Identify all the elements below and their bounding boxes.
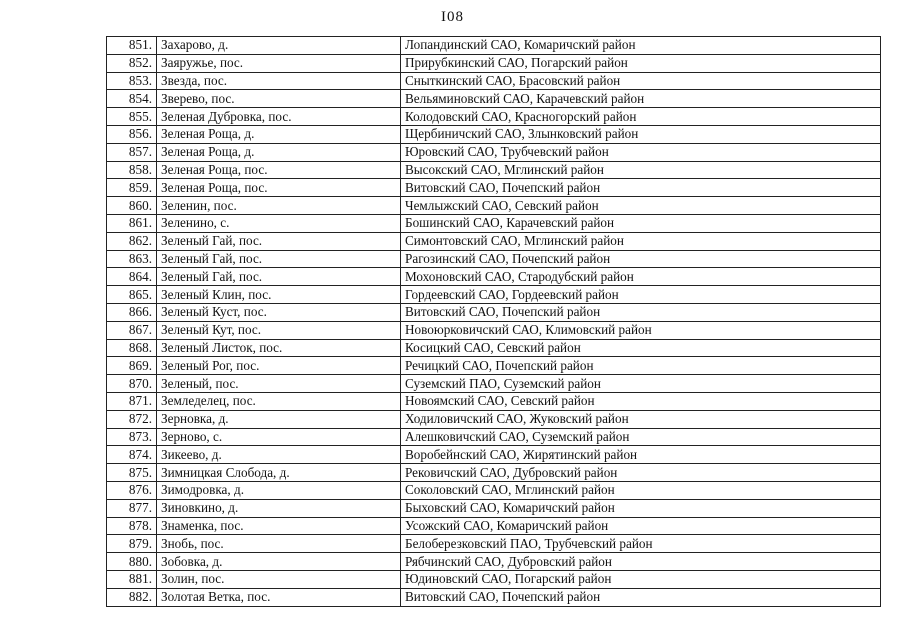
district-name: Высокский САО, Мглинский район [401, 161, 881, 179]
district-name: Новоюрковичский САО, Климовский район [401, 321, 881, 339]
row-number: 855. [107, 108, 157, 126]
settlement-name: Зеленый Клин, пос. [157, 286, 401, 304]
row-number: 879. [107, 535, 157, 553]
row-number: 854. [107, 90, 157, 108]
settlement-name: Золотая Ветка, пос. [157, 588, 401, 606]
row-number: 857. [107, 143, 157, 161]
settlement-name: Зеленая Роща, д. [157, 125, 401, 143]
table-row [107, 303, 881, 321]
row-number: 875. [107, 464, 157, 482]
district-name: Косицкий САО, Севский район [401, 339, 881, 357]
row-number: 863. [107, 250, 157, 268]
row-number: 853. [107, 72, 157, 90]
district-name: Витовский САО, Почепский район [401, 588, 881, 606]
district-name: Рябчинский САО, Дубровский район [401, 553, 881, 571]
settlements-table [106, 36, 881, 607]
table-row [107, 197, 881, 215]
table-row [107, 214, 881, 232]
district-name: Бошинский САО, Карачевский район [401, 214, 881, 232]
settlement-name: Зимницкая Слобода, д. [157, 464, 401, 482]
district-name: Алешковичский САО, Суземский район [401, 428, 881, 446]
table-row [107, 90, 881, 108]
settlement-name: Зимодровка, д. [157, 481, 401, 499]
settlement-name: Золин, пос. [157, 570, 401, 588]
page-number: I08 [441, 9, 464, 25]
settlement-name: Захарово, д. [157, 37, 401, 55]
table-row [107, 553, 881, 571]
settlement-name: Зеленый Гай, пос. [157, 250, 401, 268]
row-number: 881. [107, 570, 157, 588]
table-row [107, 108, 881, 126]
settlement-name: Зеленый Гай, пос. [157, 268, 401, 286]
district-name: Воробейнский САО, Жирятинский район [401, 446, 881, 464]
district-name: Соколовский САО, Мглинский район [401, 481, 881, 499]
district-name: Гордеевский САО, Гордеевский район [401, 286, 881, 304]
row-number: 873. [107, 428, 157, 446]
district-name: Витовский САО, Почепский район [401, 179, 881, 197]
settlement-name: Зобовка, д. [157, 553, 401, 571]
table-row [107, 125, 881, 143]
table-row [107, 286, 881, 304]
settlement-name: Зерново, с. [157, 428, 401, 446]
row-number: 867. [107, 321, 157, 339]
district-name: Суземский ПАО, Суземский район [401, 375, 881, 393]
district-name: Вельяминовский САО, Карачевский район [401, 90, 881, 108]
district-name: Новоямский САО, Севский район [401, 392, 881, 410]
district-name: Лопандинский САО, Комаричский район [401, 37, 881, 55]
table-row [107, 54, 881, 72]
district-name: Колодовский САО, Красногорский район [401, 108, 881, 126]
table-row [107, 570, 881, 588]
row-number: 868. [107, 339, 157, 357]
row-number: 860. [107, 197, 157, 215]
table-row [107, 464, 881, 482]
table-row [107, 588, 881, 606]
table-row [107, 37, 881, 55]
district-name: Сныткинский САО, Брасовский район [401, 72, 881, 90]
row-number: 877. [107, 499, 157, 517]
table-row [107, 72, 881, 90]
district-name: Юдиновский САО, Погарский район [401, 570, 881, 588]
district-name: Щербиничский САО, Злынковский район [401, 125, 881, 143]
table-row [107, 339, 881, 357]
district-name: Усожский САО, Комаричский район [401, 517, 881, 535]
row-number: 874. [107, 446, 157, 464]
row-number: 851. [107, 37, 157, 55]
settlement-name: Заяружье, пос. [157, 54, 401, 72]
table-row [107, 428, 881, 446]
row-number: 861. [107, 214, 157, 232]
settlement-name: Зикеево, д. [157, 446, 401, 464]
settlement-name: Зеленин, пос. [157, 197, 401, 215]
settlement-name: Знаменка, пос. [157, 517, 401, 535]
row-number: 864. [107, 268, 157, 286]
district-name: Рагозинский САО, Почепский район [401, 250, 881, 268]
table-row [107, 517, 881, 535]
district-name: Витовский САО, Почепский район [401, 303, 881, 321]
settlement-name: Зеленая Дубровка, пос. [157, 108, 401, 126]
row-number: 856. [107, 125, 157, 143]
district-name: Мохоновский САО, Стародубский район [401, 268, 881, 286]
table-row [107, 481, 881, 499]
settlement-name: Зерновка, д. [157, 410, 401, 428]
table-row [107, 357, 881, 375]
settlement-name: Зеленый, пос. [157, 375, 401, 393]
district-name: Ходиловичский САО, Жуковский район [401, 410, 881, 428]
row-number: 869. [107, 357, 157, 375]
table-row [107, 410, 881, 428]
table-row [107, 321, 881, 339]
row-number: 852. [107, 54, 157, 72]
district-name: Юровский САО, Трубчевский район [401, 143, 881, 161]
district-name: Быховский САО, Комаричский район [401, 499, 881, 517]
table-row [107, 392, 881, 410]
row-number: 859. [107, 179, 157, 197]
settlement-name: Зверево, пос. [157, 90, 401, 108]
table-row [107, 375, 881, 393]
settlement-name: Зеленая Роща, пос. [157, 161, 401, 179]
settlement-name: Зеленый Листок, пос. [157, 339, 401, 357]
table-row [107, 161, 881, 179]
table-row [107, 143, 881, 161]
table-row [107, 232, 881, 250]
district-name: Прирубкинский САО, Погарский район [401, 54, 881, 72]
row-number: 865. [107, 286, 157, 304]
settlement-name: Земледелец, пос. [157, 392, 401, 410]
district-name: Речицкий САО, Почепский район [401, 357, 881, 375]
table-row [107, 446, 881, 464]
settlement-name: Зиновкино, д. [157, 499, 401, 517]
table-row [107, 250, 881, 268]
district-name: Чемлыжский САО, Севский район [401, 197, 881, 215]
settlement-name: Зеленый Гай, пос. [157, 232, 401, 250]
row-number: 880. [107, 553, 157, 571]
district-name: Рековичский САО, Дубровский район [401, 464, 881, 482]
row-number: 876. [107, 481, 157, 499]
table-row [107, 268, 881, 286]
settlement-name: Звезда, пос. [157, 72, 401, 90]
row-number: 878. [107, 517, 157, 535]
district-name: Белоберезковский ПАО, Трубчевский район [401, 535, 881, 553]
row-number: 858. [107, 161, 157, 179]
settlement-name: Зеленино, с. [157, 214, 401, 232]
row-number: 872. [107, 410, 157, 428]
settlement-name: Зеленый Кут, пос. [157, 321, 401, 339]
row-number: 871. [107, 392, 157, 410]
table-row [107, 499, 881, 517]
settlement-name: Зеленый Куст, пос. [157, 303, 401, 321]
settlement-name: Зеленая Роща, д. [157, 143, 401, 161]
row-number: 870. [107, 375, 157, 393]
row-number: 862. [107, 232, 157, 250]
table-body [107, 37, 881, 607]
table-row [107, 535, 881, 553]
table-row [107, 179, 881, 197]
row-number: 882. [107, 588, 157, 606]
settlement-name: Зеленая Роща, пос. [157, 179, 401, 197]
settlement-name: Знобь, пос. [157, 535, 401, 553]
settlement-name: Зеленый Рог, пос. [157, 357, 401, 375]
row-number: 866. [107, 303, 157, 321]
district-name: Симонтовский САО, Мглинский район [401, 232, 881, 250]
